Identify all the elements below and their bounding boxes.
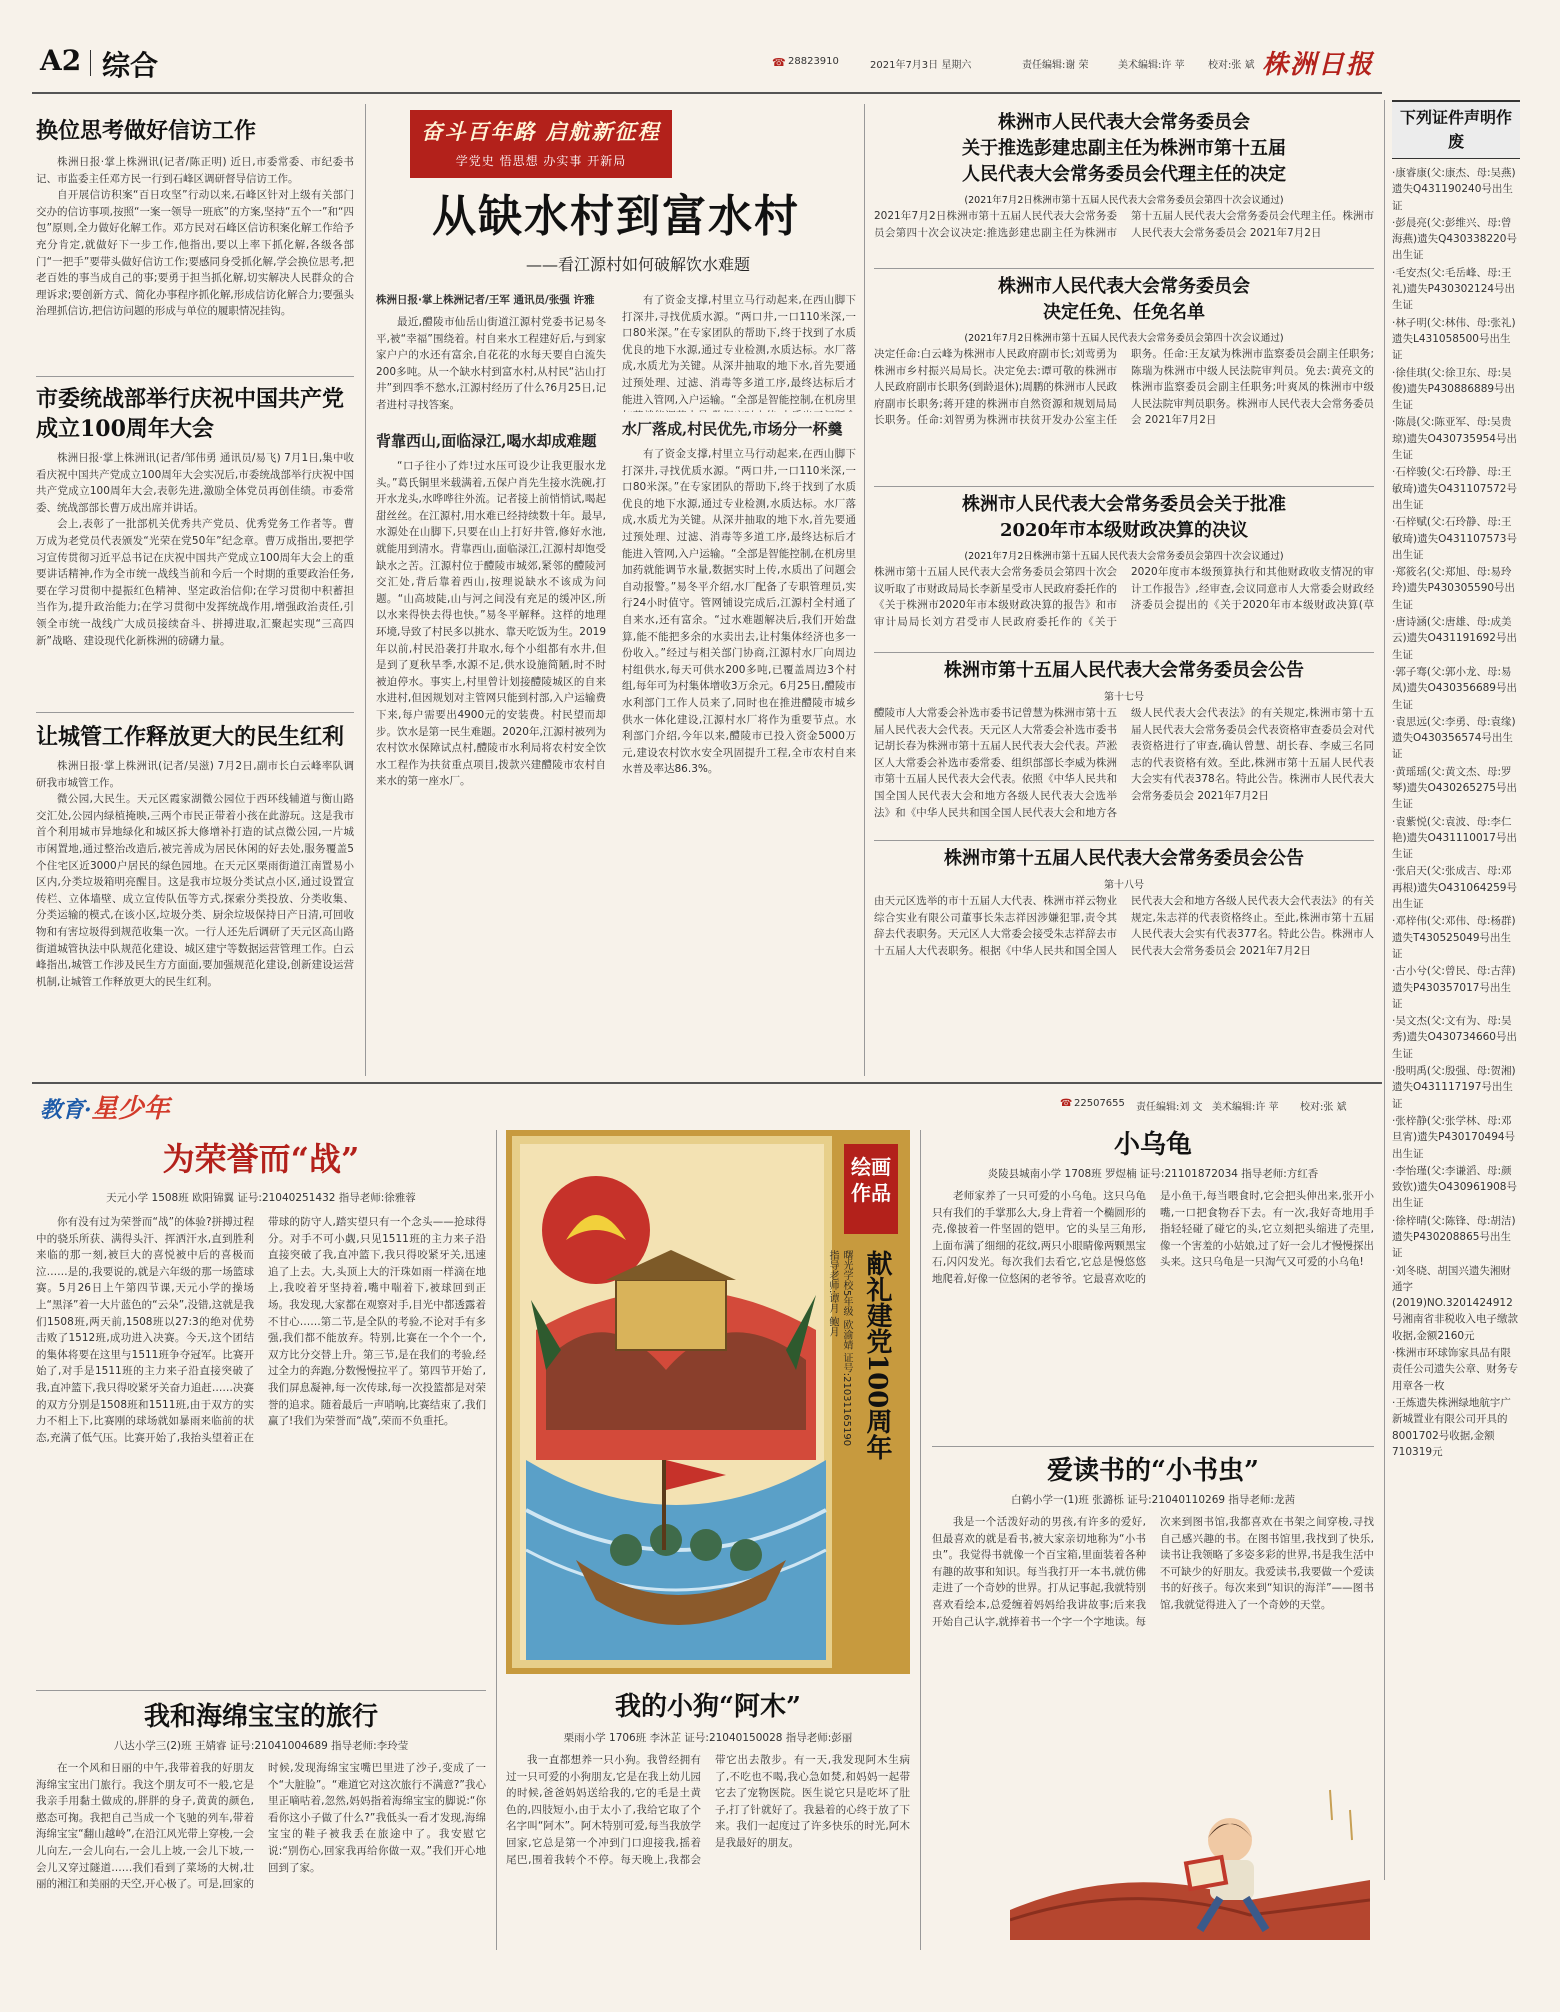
section-rule xyxy=(32,1082,1382,1084)
notice-note: (2021年7月2日株洲市第十五届人民代表大会常务委员会第四十次会议通过) xyxy=(964,195,1284,206)
lost-document-item: ·彭晨亮(父:彭维兴、母:曾海燕)遗失Q430338220号出生证 xyxy=(1392,216,1517,262)
lower-editor: 责任编辑:刘 文 xyxy=(1136,1102,1203,1113)
feature-col-1 xyxy=(376,292,606,1018)
feature-subtitle: ——看江源村如何破解饮水难题 xyxy=(526,255,751,274)
notice-note: (2021年7月2日株洲市第十五届人民代表大会常务委员会第四十次会议通过) xyxy=(964,551,1284,562)
essay-title: 爱读书的“小书虫” xyxy=(1047,1456,1259,1486)
header-date: 2021年7月3日 星期六 xyxy=(870,60,972,71)
feature-text-1 xyxy=(376,314,606,424)
article-petition xyxy=(36,116,354,374)
lost-document-item: ·王炼遗失株洲绿地航宇广新城置业有限公司开具的8001702号收据,金额710319元 xyxy=(1392,1396,1511,1458)
notice-note: (2021年7月2日株洲市第十五届人民代表大会常务委员会第四十次会议通过) xyxy=(964,333,1284,344)
lost-document-item: ·袁思远(父:李勇、母:袁缘)遗失O430356574号出生证 xyxy=(1392,715,1516,761)
essay-byline: 炎陵县城南小学 1708班 罗煜楠 证号:21101872034 指导老师:方红香 xyxy=(987,1168,1319,1180)
essay-body xyxy=(36,1760,486,1992)
painting-tag xyxy=(844,1144,898,1234)
lost-document-item: ·毛安杰(父:毛岳峰、母:王礼)遗失P430302124号出生证 xyxy=(1392,266,1516,312)
phone-icon: ☎ xyxy=(1060,1098,1073,1109)
article-title: 市委统战部举行庆祝中国共产党成立100周年大会 xyxy=(36,386,345,442)
divider xyxy=(36,712,354,713)
notice-r4 xyxy=(874,658,1374,823)
notice-body: 2021年7月2日株洲市第十五届人民代表大会常务委员会第四十次会议决定:推选彭建忠副主任为株洲市第十五届人民代表大会常务委员会代理主任。株洲市人民代表大会常务委员会 2021年7月2日 xyxy=(874,210,1374,239)
header-phone: 28823910 xyxy=(788,56,839,67)
lost-document-item: ·陈晨(父:陈亚军、母:吴贵琼)遗失O430735954号出生证 xyxy=(1392,416,1517,462)
phone-icon: ☎ xyxy=(772,56,786,69)
painting-teacher: 指导老师:谭月 鲍月 xyxy=(827,1250,838,1337)
notice-r1 xyxy=(874,110,1374,258)
notice-number: 第十八号 xyxy=(1104,880,1144,891)
notice-title: 株洲市人民代表大会常务委员会关于批准 xyxy=(962,494,1286,515)
notice-title: 2020年市本级财政决算的决议 xyxy=(999,520,1249,541)
notice-r3 xyxy=(874,492,1374,632)
painting-byline: 曙光学校5年级 欧渝婧 证号:21031165190 xyxy=(841,1250,852,1447)
essay-body xyxy=(932,1188,1374,1452)
column-divider xyxy=(1384,100,1385,1880)
lost-document-item: ·徐梓晴(父:陈锋、母:胡洁)遗失P430208865号出生证 xyxy=(1392,1214,1516,1260)
header-proof: 校对:张 斌 xyxy=(1208,60,1255,71)
essay-turtle xyxy=(932,1128,1374,1452)
divider xyxy=(874,486,1374,487)
lost-document-item: ·石梓骏(父:石玲静、母:王敏琦)遗失O431107572号出生证 xyxy=(1392,466,1517,511)
essay-puppy xyxy=(506,1690,910,1982)
lost-document-item: ·张梓静(父:张学林、母:邓旦宵)遗失P430170494号出生证 xyxy=(1392,1114,1516,1160)
essay-body xyxy=(36,1214,486,1702)
column-divider xyxy=(365,104,366,1076)
lost-document-item: ·徐佳琪(父:徐卫东、母:吴俊)遗失P430886889号出生证 xyxy=(1392,366,1516,412)
divider xyxy=(932,1446,1374,1447)
banner-slogan: 奋斗百年路 启航新征程 xyxy=(421,119,661,144)
page-header xyxy=(32,42,1532,90)
divider xyxy=(874,840,1374,841)
article-body xyxy=(36,758,354,1090)
article-body xyxy=(36,154,354,374)
essay-title: 我的小狗“阿木” xyxy=(615,1692,801,1722)
paragraph: 我是一个活泼好动的男孩,有许多的爱好,但最喜欢的就是看书,被大家亲切地称为“小书虫”。我觉得书就像一个百宝箱,里面装着各种有趣的故事和知识。每当我打开一本书,就仿佛走进了一个奇妙的世界。打从记事起,我就特别喜欢看绘本,总爱缠着妈妈给我讲故事;后来我开始自己认字,就捧着书一个字一个字地读。每次来到图书馆,我都喜欢在书架之间穿梭,寻找自己感兴趣的书。在图书馆里,我找到了快乐,读书让我领略了多姿多彩的世界,书是我生活中不可缺少的好朋友。我爱读书,我要做一个爱读书的好孩子。每次来到“知识的海洋”——图书馆,我就觉得进入了一个奇妙的天堂。 xyxy=(932,1516,1374,1628)
lost-document-item: ·株洲市环球饰家具品有限责任公司遗失公章、财务专用章各一枚 xyxy=(1392,1347,1518,1392)
reading-boy-illustration xyxy=(1010,1760,1370,1940)
lost-document-item: ·黄瑶瑶(父:黄文杰、母:罗琴)遗失O430265275号出生证 xyxy=(1392,765,1517,811)
lost-document-item: ·吴文杰(父:文有为、母:吴秀)遗失O430734660号出生证 xyxy=(1392,1015,1517,1060)
notice-body: 醴陵市人大常委会补选市委书记曾慧为株洲市第十五届人民代表大会代表。天元区人大常委会补选市委书记胡长春为株洲市第十五届人民代表大会代表。芦淞区人大常委会补选市委常委、组织部部长李威为株洲市第十五届人民代表大会代表。依照《中华人民共和国全国人民代表大会和地方各级人民代表大会选举法》和《中华人民共和国全国人民代表大会和地方各级人民代表大会代表法》的有关规定,株洲市第十五届人民代表大会常务委员会代表资格审查委员会对代表资格进行了审查,确认曾慧、胡长春、李威三名同志的代表资格有效。至此,株洲市第十五届人民代表大会实有代表378名。特此公告。株洲市人民代表大会常务委员会 2021年7月2日 xyxy=(874,707,1374,819)
lost-document-item: ·郑筱名(父:郑旭、母:易玲玲)遗失P430305590号出生证 xyxy=(1392,566,1516,611)
article-united-front xyxy=(36,384,354,750)
lost-document-item: ·石梓赋(父:石玲静、母:王敏琦)遗失O431107573号出生证 xyxy=(1392,516,1517,561)
essay-bookworm xyxy=(932,1454,1374,1752)
feature-byline: 株洲日报·掌上株洲记者/王军 通讯员/张强 许雅 xyxy=(376,294,595,306)
lost-document-item: ·古小兮(父:曾民、母:古萍)遗失P430357017号出生证 xyxy=(1392,965,1516,1010)
notice-body: 决定任命:白云峰为株洲市人民政府副市长;刘莺勇为株洲市乡村振兴局局长。决定免去:谭可敬的株洲市人民政府副市长职务(到龄退休);周鹏的株洲市人民政府副市长职务;蒋开建的株洲市自然资源和规划局局长职务。任命:刘智勇为株洲市扶贫开发办公室主任职务。任命:王友斌为株洲市监察委员会副主任职务;陈瑞为株洲市中级人民法院审判员。免去:黄亮文的株洲市监察委员会副主任职务;叶爽凤的株洲市中级人民法院审判员职务。株洲市人民代表大会常务委员会 2021年7月2日 xyxy=(874,348,1374,427)
lost-document-item: ·袁紫悦(父:袁波、母:李仁艳)遗失O431110017号出生证 xyxy=(1392,815,1517,861)
notice-title: 株洲市人民代表大会常务委员会 xyxy=(998,112,1250,133)
notice-number: 第十七号 xyxy=(1104,692,1144,703)
banner-subslogan: 学党史 悟思想 办实事 开新局 xyxy=(455,154,627,168)
divider xyxy=(874,268,1374,269)
essay-title: 我和海绵宝宝的旅行 xyxy=(143,1702,378,1732)
lost-documents-list xyxy=(1392,165,1520,1905)
notice-title: 株洲市第十五届人民代表大会常务委员会公告 xyxy=(944,848,1304,869)
lower-phone: 22507655 xyxy=(1074,1098,1125,1109)
column-divider xyxy=(864,104,865,1076)
essay-body xyxy=(506,1752,910,1982)
lost-document-item: ·唐诗涵(父:唐雄、母:成美云)遗失O431191692号出生证 xyxy=(1392,616,1517,661)
lost-documents-column xyxy=(1392,100,1520,1905)
notice-title: 株洲市第十五届人民代表大会常务委员会公告 xyxy=(944,660,1304,681)
essay-body xyxy=(932,1514,1374,1752)
essay-byline: 天元小学 1508班 欧阳锦翼 证号:21040251432 指导老师:徐雅蓉 xyxy=(106,1192,416,1204)
paragraph: 有了资金支撑,村里立马行动起来,在西山脚下打深井,寻找优质水源。“两口井,一口110米深,一口80米深。”在专家团队的帮助下,终于找到了水质优良的地下水源,通过专业检测,水质达标。水厂落成,水质尤为关键。从深井抽取的地下水,首先要通过预处理、过滤、消毒等多道工序,最终达标后才能进入管网,入户运输。“全部是智能控制,在机房里加药就能调节水量,数据实时上传,水质出了问题会自动报警。”易冬平介绍,水厂配备了专职管理员,实行24小时值守。管网铺设完成后,江源村全村通了自来水,还有富余。“过水难题解决后,我们开始盘算,能不能把多余的水卖出去,让村集体经济也多一份收入。”经过与相关部门协商,江源村水厂向周边村组供水,每天可供水200多吨,已覆盖周边3个村组,每年可为村集体增收3万余元。6月25日,醴陵市水利部门工作人员来了,同时也在推进醴陵市城乡供水一体化建设,江源村水厂将作为重要节点。水利部门介绍,今年以来,醴陵市已投入资金5000万元,建设农村饮水安全巩固提升工程,全市农村自来水普及率达86.3%。 xyxy=(622,448,856,776)
paragraph: “口子往小了炸!过水压可设少让我更服水龙头。”葛氏铜里米载满着,五保户肖先生接水洗碗,打开水龙头,水哗哗往外流。记者接上前悄悄试,喝起甜丝丝。在江源村,用水难已经持续数十年。最早,水源处在山脚下,只要在山上打好井管,修好水池,就能用到清水。背靠西山,面临渌江,江源村却饱受缺水之苦。江源村位于醴陵市城郊,紧邻的醴陵河交汇处,背后靠着西山,按理说缺水不该成为问题。“山高坡陡,山与河之间没有充足的缓冲区,所以水来得快去得也快。”易冬平解释。这样的地理环境,导致了村民多以挑水、靠天吃饭为生。2019年以前,村民沿袭打井取水,每个小组都有水井,但是到了夏秋旱季,水源不足,供水设施简陋,时不时被迫停水。事实上,村里曾计划接醴陵城区的自来水进村,但因规划对主管网只能到村部,入户运输费下来,每户需要出4900元的安装费。村民望而却步。饮水是第一民生难题。2020年,江源村被列为农村饮水保障试点村,醴陵市水利局将农村安全饮水工程作为扶贫重点项目,拨款兴建醴陵市农村自来水的第一座水厂。 xyxy=(376,460,606,788)
lost-document-item: ·刘冬晓、胡国兴遗失湘财通字(2019)NO.3201424912号湘南省非税收入电子缴款收据,金额2160元 xyxy=(1392,1264,1518,1342)
article-text: 自开展信访积案“百日攻坚”行动以来,石峰区针对上级有关部门交办的信访事项,按照“一案一领导一班底”的方案,坚持“五个一”和“四包”原则,全力做好化解工作。邓方民对石峰区信访积案化解工作给予充分肯定,就做好下一步工作,他指出,要以上率下抓化解,各级各部门“一把手”要带头做好信访工作;要感同身受抓化解,学会换位思考,把老百姓的事当成自己的事;要勇于担当抓化解,切实解决人民群众的合理诉求;要创新方式、简化办事程序抓化解,形成信访化解合力;要强头治理抓信访,把信访问题的形成与单位的履职情况挂钩。 xyxy=(36,189,354,318)
lost-document-item: ·李怡瑾(父:李谦滔、母:颜致钦)遗失O430961908号出生证 xyxy=(1392,1164,1517,1210)
notice-title: 决定任免、任免名单 xyxy=(1043,302,1205,323)
notice-title: 关于推选彭建忠副主任为株洲市第十五届 xyxy=(962,138,1286,159)
lost-document-item: ·康睿康(父:康杰、母:吴燕)遗失Q431190240号出生证 xyxy=(1392,167,1516,212)
essay-byline: 栗雨小学 1706班 李沐芷 证号:21040150028 指导老师:彭丽 xyxy=(563,1732,853,1744)
feature-title: 从缺水村到富水村 xyxy=(432,191,800,242)
feature-text-2 xyxy=(376,458,606,1018)
lost-document-item: ·殷明禹(父:殷强、母:贺湘)遗失O431117197号出生证 xyxy=(1392,1065,1516,1110)
lower-proof: 校对:张 斌 xyxy=(1300,1102,1347,1113)
painting-title: 献礼建党100周年 xyxy=(862,1250,892,1461)
lost-documents-header xyxy=(1392,100,1520,159)
feature-subhead: 背靠西山,面临渌江,喝水却成难题 xyxy=(376,432,597,450)
lost-document-item: ·林子明(父:林伟、母:张礼)遗失L431058500号出生证 xyxy=(1392,316,1516,362)
reading-illustration xyxy=(1010,1760,1370,1940)
painting-tag-a: 绘画 xyxy=(851,1155,891,1179)
notice-title: 株洲市人民代表大会常务委员会 xyxy=(998,276,1250,297)
notice-r2 xyxy=(874,274,1374,480)
essay-title: 为荣誉而“战” xyxy=(162,1140,360,1178)
paragraph: 我一直都想养一只小狗。我曾经拥有过一只可爱的小狗朋友,它是在我上幼儿园的时候,爸爸妈妈送给我的,它的毛是土黄色的,四肢短小,由于太小了,我给它取了个名字叫“阿木”。阿木特别可爱,每当我放学回家,它总是第一个冲到门口迎接我,摇着尾巴,围着我转个不停。每天晚上,我都会带它出去散步。有一天,我发现阿木生病了,不吃也不喝,我心急如焚,和妈妈一起带它去了宠物医院。医生说它只是吃坏了肚子,打了针就好了。我悬着的心终于放了下来。我们一起度过了许多快乐的时光,阿木是我最好的朋友。 xyxy=(506,1754,910,1866)
painting-frame xyxy=(506,1130,910,1674)
logo-part-b: 星少年 xyxy=(91,1094,170,1124)
education-logo xyxy=(40,1088,170,1125)
column-divider xyxy=(920,1130,921,1950)
article-title: 换位思考做好信访工作 xyxy=(36,118,257,144)
logo-part-a: 教育· xyxy=(40,1097,92,1123)
feature-col-2 xyxy=(622,292,856,1046)
article-text: 会上,表彰了一批部机关优秀共产党员、优秀党务工作者等。曹万成为老党员代表颁发“光荣在党50年”纪念章。曹万成指出,要把学习宣传贯彻习近平总书记在庆祝中国共产党成立100周年大会上的重要讲话精神,作为全市统一战线当前和今后一个时期的重要政治任务,要在学习贯彻中提振红色精神、坚定政治信仰;在学习贯彻中积蓄担当作为,提升政治能力;在学习贯彻中发挥统战作用,增强政治责任,引领全市统一战线广大成员接续奋斗、拼搏进取,汇聚起实现“三高四新”战略、建设现代化新株洲的磅礴力量。 xyxy=(36,518,354,647)
paragraph: 有了资金支撑,村里立马行动起来,在西山脚下打深井,寻找优质水源。“两口井,一口110米深,一口80米深。”在专家团队的帮助下,终于找到了水质优良的地下水源,通过专业检测,水质达标。水厂落成,水质尤为关键。从深井抽取的地下水,首先要通过预处理、过滤、消毒等多道工序,最终达标后才能进入管网,入户运输。“全部是智能控制,在机房里 xyxy=(622,294,856,406)
notice-body: 由天元区选举的市十五届人大代表、株洲市祥云物业综合实业有限公司董事长朱志祥因涉嫌犯罪,责令其辞去代表职务。天元区人大常委会接受朱志祥辞去市十五届人大代表职务。根据《中华人民共和国全国人民代表大会和地方各级人民代表大会代表法》的有关规定,朱志祥的代表资格终止。至此,株洲市第十五届人民代表大会实有代表377名。特此公告。株洲市人民代表大会常务委员会 2021年7月2日 xyxy=(874,895,1374,957)
lost-documents-title: 下列证件声明作废 xyxy=(1399,108,1512,151)
feature-text-3b xyxy=(622,446,856,1046)
feature-subhead: 水厂落成,村民优先,市场分一杯羹 xyxy=(622,420,843,438)
lost-document-item: ·郭子骞(父:郭小龙、母:易凤)遗失O430356689号出生证 xyxy=(1392,665,1517,711)
painting-tag-b: 作品 xyxy=(851,1181,891,1205)
essay-honor xyxy=(36,1138,486,1702)
essay-byline: 八达小学三(2)班 王婧睿 证号:21041004689 指导老师:李玲莹 xyxy=(113,1740,409,1752)
article-lead: 株洲日报·掌上株洲讯(记者/陈正明) 近日,市委常委、市纪委书记、市监委主任邓方民一行到石峰区调研督导信访工作。 xyxy=(36,156,354,185)
article-body xyxy=(36,450,354,750)
paper-logo: 株洲日报 xyxy=(1262,50,1375,80)
article-urban-management xyxy=(36,722,354,1090)
paragraph: 你有没有过为荣誉而“战”的体验?拼搏过程中的骁乐所获、满得头汗、挥洒汗水,直到胜利来临的那一刻,被巨大的喜悦被中后的喜极而泣……是的,我要说的,就是六年级的那一场篮球赛。5月26日上午第四节课,天元小学的操场上“黑泽”着一大片蓝色的“云朵”,没错,这就是我们1508班,两天前,1508班以27:3的绝对优势击败了1512班,成功进入决赛。今天,这个团结的集体将要在这里与1511班争夺冠军。比赛开始了,对手是1511班的主力来子沿直接突破了我,直冲篮下,我只得咬紧牙关奋力追赶……决赛的双方分别是1508班和1511班,由于双方的实力不相上下,比赛刚的球场就如暴雨来临前的状态,充满了低气压。比赛开始了,我抬头望着正在带球的防守人,踏实望只有一个念头——抢球得分。对手不可小觑,只见1511班的主力来子沿直接突破了我,直冲篮下,我只得咬紧牙关,迅速追了上去。大,头顶上大的汗珠如雨一样滴在地上,我咬着牙坚持着,嘴中喘着下,被球回到正场。我发现,大家都在观察对手,目光中都透露着不甘心……第二节,是全队的考验,不论对手有多强,我们都不能放弃。特别,比赛在一个个一个,双方比分交替上升。第三节,是在我们的考验,经过全力的奔跑,分数慢慢拉平了。第四节开始了,我们屏息凝神,每一次传球,每一次投篮都是对荣誉的追求。随着最后一声哨响,比赛结束了,我们赢了!我们为荣誉而“战”,荣而不负重托。 xyxy=(36,1216,486,1444)
header-divider xyxy=(90,50,91,76)
divider xyxy=(874,652,1374,653)
article-text: 微公园,大民生。天元区霞家湖微公园位于西环线辅道与衡山路交汇处,公园内绿植掩映,三两个市民正带着小孩在此游玩。这是我市首个利用城市异地绿化和城区拆大修增补打造的试点微公园,一片城市闲置地,通过整治改造后,被完善成为居民休闲的好去处,服务覆盖5个住宅区近3000户居民的绿色园地。在天元区栗雨街道江南置易小区内,分类垃圾箱明亮醒目。这是我市垃圾分类试点小区,通过设置宣传栏、立体墙壁、成立宣传队伍等方式,探索分类投放、分类收集、分类运输的模式,在该小区,垃圾分类、厨余垃圾保持日产日清,可回收物和有害垃圾得到规范收集一次。一行人还先后调研了天元区高山路街道城管执法中队规范化建设、城区建宁等数据运营管理工作。白云峰指出,城管工作涉及民生方方面面,要加强规范化建设,创新建设运营机制,让城管工作释放更大的民生红利。 xyxy=(36,793,354,988)
essay-byline: 白鹤小学一(1)班 张潞栎 证号:21040110269 指导老师:龙茜 xyxy=(1011,1494,1295,1506)
divider xyxy=(36,1690,486,1691)
article-title: 让城管工作释放更大的民生红利 xyxy=(36,724,345,750)
paragraph: 老师家养了一只可爱的小乌龟。这只乌龟只有我们的手掌那么大,身上背着一个椭圆形的壳,像披着一件坚固的铠甲。它的头呈三角形,上面布满了细细的花纹,两只小眼睛像两颗黑宝石,闪闪发光。每次我们去看它,它总是慢悠悠地爬着,好像一位悠闲的老爷爷。它最喜欢吃的是小鱼干,每当喂食时,它会把头伸出来,张开小嘴,一口把食物吞下去。有一次,我好奇地用手指轻轻碰了碰它的头,它立刻把头缩进了壳里,像一个害羞的小姑娘,过了好一会儿才慢慢探出头来。这只乌龟是一只淘气又可爱的小乌龟! xyxy=(932,1190,1374,1285)
header-rule xyxy=(32,92,1382,94)
divider xyxy=(36,376,354,377)
section-name: 综合 xyxy=(102,49,159,82)
page-number: A2 xyxy=(40,44,82,77)
lost-document-item: ·张启天(父:张成吉、母:邓再根)遗失O431064259号出生证 xyxy=(1392,865,1517,911)
notice-body: 株洲市第十五届人民代表大会常务委员会第四十次会议听取了市财政局局长李新星受市人民政府委托作的《关于株洲市2020年市本级财政决算的报告》和市审计局局长刘方君受市人民政府委托作的《关于2020年度市本级预算执行和其他财政收支情况的审计工作报告》,经审查,会议同意市人大常委会财政经济委员会提出的《关于2020年市本级财政决算(草 xyxy=(874,566,1374,628)
lost-document-item: ·邓梓伟(父:邓伟、母:杨群)遗失T430525049号出生证 xyxy=(1392,915,1516,960)
lower-art-editor: 美术编辑:许 苹 xyxy=(1212,1102,1279,1113)
feature-banner xyxy=(410,110,672,178)
feature-text-3a xyxy=(622,292,856,412)
notice-r5 xyxy=(874,846,1374,1043)
essay-spongebob xyxy=(36,1700,486,1992)
notice-title: 人民代表大会常务委员会代理主任的决定 xyxy=(962,164,1286,185)
feature-article xyxy=(376,102,856,1072)
header-art-editor: 美术编辑:许 苹 xyxy=(1118,60,1185,71)
header-editor: 责任编辑:谢 荣 xyxy=(1022,60,1089,71)
article-lead: 株洲日报·掌上株洲讯(记者/邹伟勇 通讯员/易飞) 7月1日,集中收看庆祝中国共产党成立100周年大会实况后,市委统战部举行庆祝中国共产党成立100周年大会,表彰先进,激励全体党员再创佳绩。市委常委、统战部部长曹万成出席并讲话。 xyxy=(36,452,354,514)
article-lead: 株洲日报·掌上株洲讯(记者/吴滋) 7月2日,副市长白云峰率队调研我市城管工作。 xyxy=(36,760,354,789)
essay-title: 小乌龟 xyxy=(1113,1130,1192,1160)
paragraph: 最近,醴陵市仙岳山街道江源村党委书记易冬平,被“幸福”围绕着。村自来水工程建好后,与到家家户户的水还有富余,自花花的水每天要自白流失200多吨。从一个缺水村到富水村,从村民“沾山打井”到四季不愁水,江源村经历了什么?6月25日,记者进村寻找答案。 xyxy=(376,316,606,411)
paragraph: 在一个风和日丽的中午,我带着我的好朋友海绵宝宝出门旅行。我这个朋友可不一般,它是我亲手用黏土做成的,胖胖的身子,黄黄的颜色,憨态可掬。我把自己当成一个飞驰的列车,带着海绵宝宝“翻山越岭”,在沿江风光带上穿梭,一会儿向左,一会儿向右,一会儿上坡,一会儿下坡,一会儿又穿过隧道……我们看到了菜场的大树,壮丽的湘江和美丽的天空,开心极了。可是,回家的时候,发现海绵宝宝嘴巴里进了沙子,变成了一个“大脏脸”。“难道它对这次旅行不满意?”我心里正嘀咕着,忽然,妈妈指着海绵宝宝的脚说:“你看你这小子做了什么?”我低头一看才发现,海绵宝宝的鞋子被我丢在旅途中了。我安慰它说:“别伤心,回家我再给你做一双。”我们开心地回到了家。 xyxy=(36,1762,486,1891)
column-divider xyxy=(496,1130,497,1950)
